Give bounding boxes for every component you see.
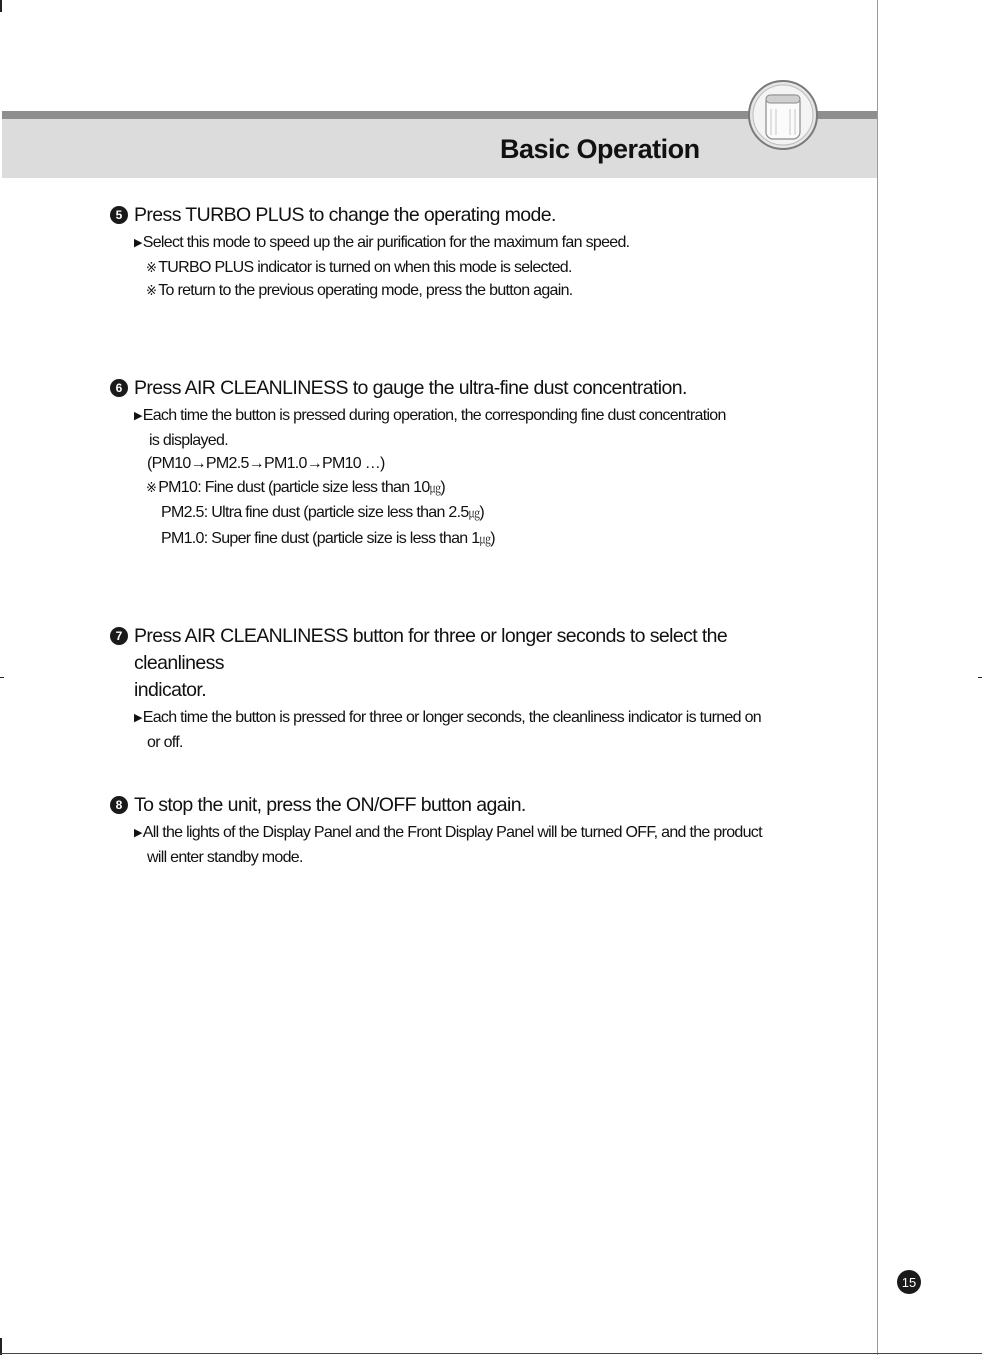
step-heading-text: Press AIR CLEANLINESS button for three or longer seconds to select the cleanliness [134,625,728,674]
step-8 [110,792,810,869]
instruction-line: ▶Each time the button is pressed during operation, the corresponding fine dust concentration [134,404,834,429]
step-6 [110,375,810,552]
instruction-line-continued: is displayed. [149,431,228,449]
step-heading [110,202,810,229]
note-line: ※ PM10: Fine dust (particle size less than 10㎍) [146,478,446,496]
page-bottom-rule [0,1353,982,1354]
air-purifier-icon [746,79,820,151]
step-heading [110,623,810,677]
step-heading-continued: indicator. [134,679,207,701]
step-heading [110,375,810,402]
reference-mark-icon: ※ [146,283,157,298]
pm-cycle-line: (PM10→PM2.5→PM1.0→PM10 …) [147,455,385,472]
crop-mark [0,677,4,678]
instruction-line-continued: will enter standby mode. [147,848,303,866]
note-line: ※ TURBO PLUS indicator is turned on when this mode is selected. [146,258,572,276]
instruction-line: ▶All the lights of the Display Panel and the Front Display Panel will be turned OFF, and the product [134,821,834,846]
note-line: PM2.5: Ultra fine dust (particle size less than 2.5㎍) [161,504,485,521]
step-7 [110,623,810,754]
reference-mark-icon: ※ [146,259,157,275]
step-number-badge: 5 [110,206,128,224]
instruction-line-continued: or off. [147,733,183,751]
page-title: Basic Operation [500,134,700,164]
step-heading-text: To stop the unit, press the ON/OFF button again. [134,794,526,816]
triangle-bullet-icon: ▶ [134,827,142,839]
triangle-bullet-icon: ▶ [134,410,142,422]
step-number-badge: 8 [110,796,128,814]
page-edge-rule [877,0,878,1355]
reference-mark-icon: ※ [146,479,157,495]
crop-mark [978,677,982,678]
note-line: PM1.0: Super fine dust (particle size is less than 1㎍) [161,529,495,547]
step-number-badge: 7 [110,627,128,645]
triangle-bullet-icon: ▶ [134,712,142,724]
note-line: ※ To return to the previous operating mode, press the button again. [146,282,573,299]
step-heading-text: Press TURBO PLUS to change the operating mode. [134,204,556,226]
step-5 [110,202,810,303]
step-heading [110,792,810,819]
step-heading-text: Press AIR CLEANLINESS to gauge the ultra-fine dust concentration. [134,377,687,399]
instruction-line: ▶Select this mode to speed up the air purification for the maximum fan speed. [134,231,834,256]
triangle-bullet-icon: ▶ [134,237,142,249]
crop-mark [0,0,2,12]
step-number-badge: 6 [110,379,128,397]
instruction-line: ▶Each time the button is pressed for three or longer seconds, the cleanliness indicator is turned on [134,706,834,731]
page-number: 15 [897,1270,921,1294]
